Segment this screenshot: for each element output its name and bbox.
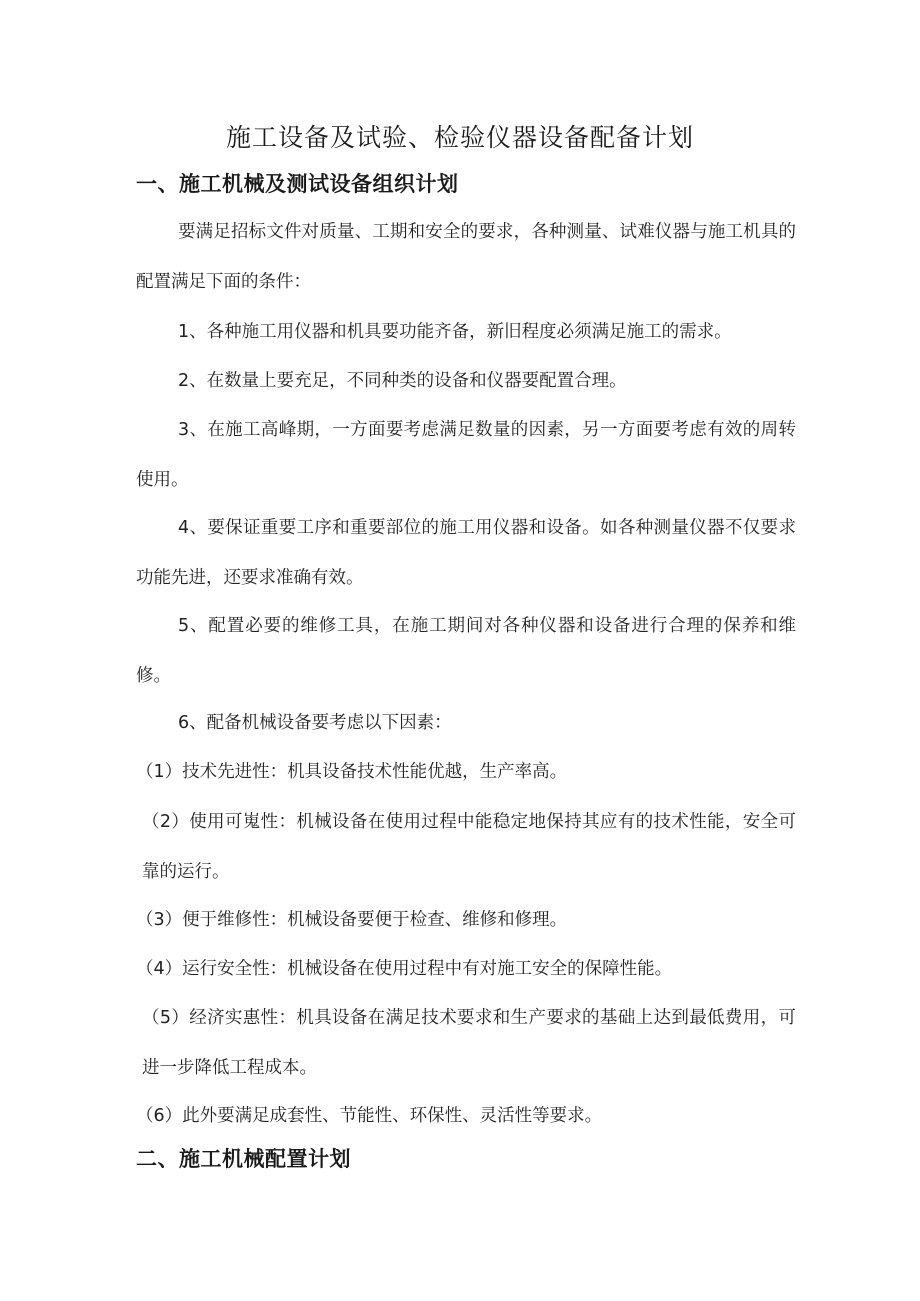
paragraph-item-1: 1、各种施工用仪器和机具要功能齐备，新旧程度必须满足施工的需求。 [178, 322, 732, 342]
factor-6: （6）此外要满足成套性、节能性、环保性、灵活性等要求。 [136, 1106, 603, 1126]
section-heading-2: 二、施工机械配置计划 [136, 1147, 351, 1171]
section-heading-1: 一、施工机械及测试设备组织计划 [136, 172, 459, 196]
paragraph-item-5: 5、配置必要的维修工具，在施工期间对各种仪器和设备进行合理的保养和维修。 [136, 616, 796, 686]
document-title: 施工设备及试验、检验仪器设备配备计划 [225, 123, 694, 152]
factor-2: （2）使用可嵬性：机械设备在使用过程中能稳定地保持其应有的技术性能，安全可靠的运行。 [142, 812, 796, 882]
paragraph-item-3: 3、在施工高峰期，一方面要考虑满足数量的因素，另一方面要考虑有效的周转使用。 [136, 420, 796, 490]
factor-4: （4）运行安全性：机械设备在使用过程中有对施工安全的保障性能。 [136, 959, 673, 979]
paragraph-item-4: 4、要保证重要工序和重要部位的施工用仪器和设备。如各种测量仪器不仅要求功能先进，还要求准确有效。 [136, 518, 796, 588]
factor-1: （1）技术先进性：机具设备技术性能优越，生产率高。 [136, 762, 568, 782]
factor-3: （3）便于维修性：机械设备要便于检查、维修和修理。 [136, 910, 568, 930]
paragraph-intro: 要满足招标文件对质量、工期和安全的要求，各种测量、试难仪器与施工机具的配置满足下面的条件： [136, 222, 796, 292]
factor-5: （5）经济实惠性：机具设备在满足技术要求和生产要求的基础上达到最低费用，可进一步降低工程成本。 [142, 1008, 796, 1078]
paragraph-item-2: 2、在数量上要充足，不同种类的设备和仪器要配置合理。 [178, 371, 627, 391]
paragraph-item-6: 6、配备机械设备要考虑以下因素： [178, 713, 452, 733]
